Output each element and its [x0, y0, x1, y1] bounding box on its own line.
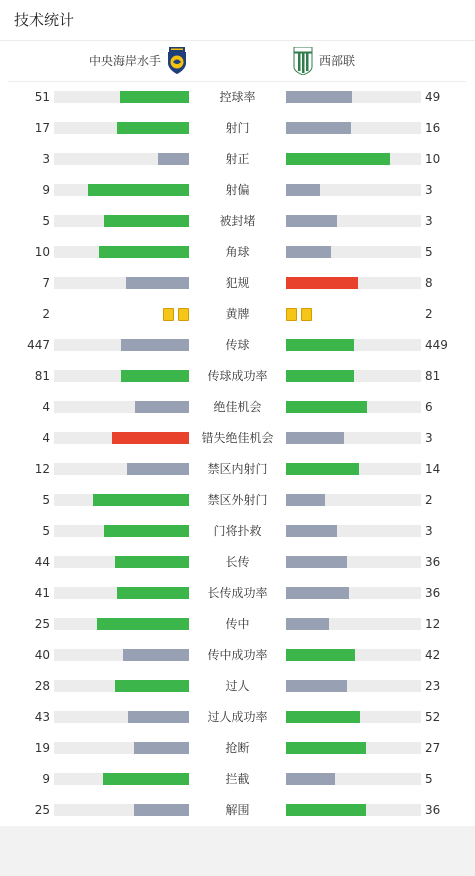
home-stat-bar — [54, 246, 189, 258]
away-stat-bar-fill — [286, 463, 359, 475]
away-stat-value: 2 — [425, 493, 433, 507]
home-stat-value: 19 — [34, 741, 50, 755]
home-stat-bar-fill — [104, 215, 189, 227]
away-stat-bar — [286, 277, 421, 289]
stat-row — [0, 454, 475, 485]
stat-label: 绝佳机会 — [213, 400, 262, 414]
home-stat-bar-fill — [99, 246, 189, 258]
home-stat-bar-fill — [121, 339, 189, 351]
home-stat-value: 81 — [34, 369, 50, 383]
away-stat-bar — [286, 556, 421, 568]
home-stat-bar-fill — [126, 277, 189, 289]
stat-row — [0, 175, 475, 206]
away-stat-value: 6 — [425, 400, 433, 414]
away-stat-bar — [286, 804, 421, 816]
home-stat-bar-fill — [115, 556, 189, 568]
away-stat-bar-fill — [286, 153, 390, 165]
away-stat-bar — [286, 401, 421, 413]
stat-label: 长传成功率 — [207, 586, 268, 600]
away-stat-bar — [286, 680, 421, 692]
away-stat-bar — [286, 463, 421, 475]
away-stat-value: 3 — [425, 183, 433, 197]
away-stat-value: 8 — [425, 276, 433, 290]
away-stat-bar-fill — [286, 432, 344, 444]
home-stat-bar-fill — [112, 432, 189, 444]
away-stat-value: 52 — [425, 710, 441, 724]
home-stat-value: 40 — [34, 648, 50, 662]
stat-label: 拦截 — [225, 772, 250, 786]
stat-label: 传球 — [225, 338, 250, 352]
stat-label: 被封堵 — [219, 214, 256, 228]
away-stat-bar-fill — [286, 184, 320, 196]
away-stat-bar-fill — [286, 277, 358, 289]
stat-row — [0, 547, 475, 578]
away-stat-value: 449 — [425, 338, 448, 352]
stat-label: 解围 — [225, 803, 250, 817]
home-stat-value: 17 — [34, 121, 50, 135]
home-stat-value: 5 — [42, 524, 50, 538]
stat-label: 长传 — [225, 555, 250, 569]
away-stat-bar-fill — [286, 649, 355, 661]
stat-label: 控球率 — [219, 90, 256, 104]
home-stat-value: 2 — [42, 307, 50, 321]
stat-label: 角球 — [225, 245, 250, 259]
home-stat-bar-fill — [134, 804, 189, 816]
home-stat-bar — [54, 711, 189, 723]
home-stat-bar — [54, 91, 189, 103]
home-stat-bar — [54, 773, 189, 785]
page-title: 技术统计 — [14, 11, 75, 29]
stat-label: 射门 — [225, 121, 250, 135]
home-stat-bar-fill — [121, 370, 189, 382]
away-stat-bar — [286, 122, 421, 134]
away-stat-bar-fill — [286, 122, 351, 134]
home-stat-value: 4 — [42, 400, 50, 414]
away-stat-value: 49 — [425, 90, 441, 104]
home-stat-bar — [54, 649, 189, 661]
home-stat-bar — [54, 587, 189, 599]
stat-row — [0, 423, 475, 454]
away-stat-bar — [286, 370, 421, 382]
home-stat-value: 51 — [34, 90, 50, 104]
home-team-name[interactable]: 中央海岸水手 — [88, 54, 161, 68]
home-stat-bar — [54, 153, 189, 165]
stat-row — [0, 144, 475, 175]
away-stat-bar-fill — [286, 494, 325, 506]
yellow-card-icon — [163, 308, 174, 321]
stat-row — [0, 485, 475, 516]
away-yellow-cards — [286, 308, 312, 321]
stat-label: 射正 — [225, 152, 250, 166]
away-stat-bar-fill — [286, 370, 354, 382]
home-stat-bar — [54, 556, 189, 568]
home-stat-bar — [54, 680, 189, 692]
home-stat-bar — [54, 494, 189, 506]
away-stat-value: 36 — [425, 555, 441, 569]
home-team-logo-icon[interactable] — [166, 47, 188, 75]
home-stat-bar-fill — [128, 711, 189, 723]
away-stat-value: 36 — [425, 803, 441, 817]
away-stat-bar-fill — [286, 556, 347, 568]
stat-row — [0, 299, 475, 330]
home-stat-bar — [54, 525, 189, 537]
home-stat-bar — [54, 463, 189, 475]
stat-row — [0, 702, 475, 733]
away-stat-bar-fill — [286, 742, 366, 754]
home-stat-bar-fill — [97, 618, 189, 630]
home-stat-bar-fill — [104, 525, 189, 537]
home-stat-bar-fill — [123, 649, 189, 661]
home-stat-value: 12 — [34, 462, 50, 476]
away-stat-value: 16 — [425, 121, 441, 135]
away-stat-bar — [286, 215, 421, 227]
home-stat-bar-fill — [103, 773, 189, 785]
stat-label: 过人成功率 — [207, 710, 268, 724]
stat-row — [0, 361, 475, 392]
away-stat-bar — [286, 184, 421, 196]
away-stat-value: 10 — [425, 152, 441, 166]
away-stat-bar-fill — [286, 711, 360, 723]
away-stat-bar-fill — [286, 525, 337, 537]
home-stat-bar-fill — [117, 587, 189, 599]
home-stat-bar — [54, 742, 189, 754]
stat-row — [0, 392, 475, 423]
away-stat-value: 81 — [425, 369, 441, 383]
stat-row — [0, 268, 475, 299]
stats-list — [0, 82, 475, 826]
away-stat-bar-fill — [286, 91, 352, 103]
home-stat-bar-fill — [120, 91, 189, 103]
home-stat-value: 43 — [34, 710, 50, 724]
away-stat-value: 5 — [425, 245, 433, 259]
away-stat-bar — [286, 587, 421, 599]
stat-row — [0, 206, 475, 237]
home-stat-bar-fill — [115, 680, 189, 692]
home-stat-bar — [54, 122, 189, 134]
stat-row — [0, 516, 475, 547]
away-stat-bar — [286, 742, 421, 754]
away-stat-bar-fill — [286, 339, 354, 351]
home-stat-bar-fill — [127, 463, 189, 475]
away-stat-value: 36 — [425, 586, 441, 600]
home-stat-value: 4 — [42, 431, 50, 445]
home-stat-value: 25 — [34, 617, 50, 631]
away-stat-bar — [286, 246, 421, 258]
home-stat-bar — [54, 432, 189, 444]
stat-label: 过人 — [225, 679, 250, 693]
home-stat-bar — [54, 370, 189, 382]
away-stat-bar-fill — [286, 246, 331, 258]
yellow-card-icon — [178, 308, 189, 321]
away-stat-value: 12 — [425, 617, 441, 631]
away-stat-bar-fill — [286, 618, 329, 630]
away-stat-bar — [286, 494, 421, 506]
teams-header — [0, 41, 475, 81]
stat-row — [0, 82, 475, 113]
stat-label: 传球成功率 — [207, 369, 268, 383]
away-team-name[interactable]: 西部联 — [319, 54, 356, 68]
away-stat-value: 14 — [425, 462, 441, 476]
home-stat-bar — [54, 184, 189, 196]
home-stat-value: 10 — [34, 245, 50, 259]
away-stat-value: 42 — [425, 648, 441, 662]
home-stat-bar-fill — [93, 494, 189, 506]
home-stat-value: 9 — [42, 183, 50, 197]
away-stat-bar — [286, 339, 421, 351]
stat-label: 犯规 — [225, 276, 250, 290]
stat-row — [0, 795, 475, 826]
stat-label: 门将扑救 — [213, 524, 262, 538]
home-stat-bar-fill — [135, 401, 189, 413]
home-stat-bar — [54, 339, 189, 351]
away-team-logo-icon[interactable] — [293, 47, 313, 75]
away-stat-value: 27 — [425, 741, 441, 755]
stat-row — [0, 609, 475, 640]
home-stat-bar — [54, 277, 189, 289]
stat-row — [0, 764, 475, 795]
stat-row — [0, 671, 475, 702]
away-stat-value: 2 — [425, 307, 433, 321]
home-stat-bar — [54, 618, 189, 630]
stat-label: 射偏 — [225, 183, 250, 197]
yellow-card-icon — [301, 308, 312, 321]
away-stat-bar — [286, 91, 421, 103]
away-stat-bar — [286, 153, 421, 165]
stat-label: 禁区外射门 — [207, 493, 268, 507]
home-stat-bar — [54, 215, 189, 227]
home-yellow-cards — [163, 308, 189, 321]
away-stat-bar — [286, 773, 421, 785]
home-stat-bar — [54, 804, 189, 816]
home-stat-value: 7 — [42, 276, 50, 290]
home-stat-bar-fill — [117, 122, 189, 134]
home-stat-bar-fill — [158, 153, 189, 165]
home-stat-value: 5 — [42, 493, 50, 507]
stat-label: 禁区内射门 — [207, 462, 268, 476]
away-stat-bar — [286, 432, 421, 444]
home-stat-bar-fill — [88, 184, 189, 196]
stat-row — [0, 330, 475, 361]
away-stat-bar-fill — [286, 680, 347, 692]
away-stat-bar-fill — [286, 401, 367, 413]
stat-label: 黄牌 — [225, 307, 250, 321]
away-stat-bar-fill — [286, 804, 366, 816]
away-stat-value: 3 — [425, 524, 433, 538]
away-stat-value: 23 — [425, 679, 441, 693]
home-stat-value: 3 — [42, 152, 50, 166]
stat-label: 传中成功率 — [207, 648, 268, 662]
away-stat-bar — [286, 649, 421, 661]
home-stat-bar-fill — [134, 742, 189, 754]
away-stat-bar — [286, 525, 421, 537]
home-stat-value: 41 — [34, 586, 50, 600]
away-stat-bar-fill — [286, 773, 335, 785]
home-stat-value: 447 — [27, 338, 50, 352]
stat-row — [0, 113, 475, 144]
home-stat-value: 5 — [42, 214, 50, 228]
away-stat-bar-fill — [286, 587, 349, 599]
stat-row — [0, 578, 475, 609]
away-stat-bar — [286, 711, 421, 723]
away-stat-bar — [286, 618, 421, 630]
stat-row — [0, 237, 475, 268]
stat-label: 传中 — [225, 617, 250, 631]
yellow-card-icon — [286, 308, 297, 321]
home-stat-value: 9 — [42, 772, 50, 786]
away-stat-value: 3 — [425, 431, 433, 445]
stat-label: 错失绝佳机会 — [201, 431, 274, 445]
stat-label: 抢断 — [225, 741, 250, 755]
away-stat-value: 3 — [425, 214, 433, 228]
away-stat-value: 5 — [425, 772, 433, 786]
home-stat-bar — [54, 401, 189, 413]
stat-row — [0, 640, 475, 671]
stat-row — [0, 733, 475, 764]
away-stat-bar-fill — [286, 215, 337, 227]
home-stat-value: 28 — [34, 679, 50, 693]
home-stat-value: 44 — [34, 555, 50, 569]
home-stat-value: 25 — [34, 803, 50, 817]
